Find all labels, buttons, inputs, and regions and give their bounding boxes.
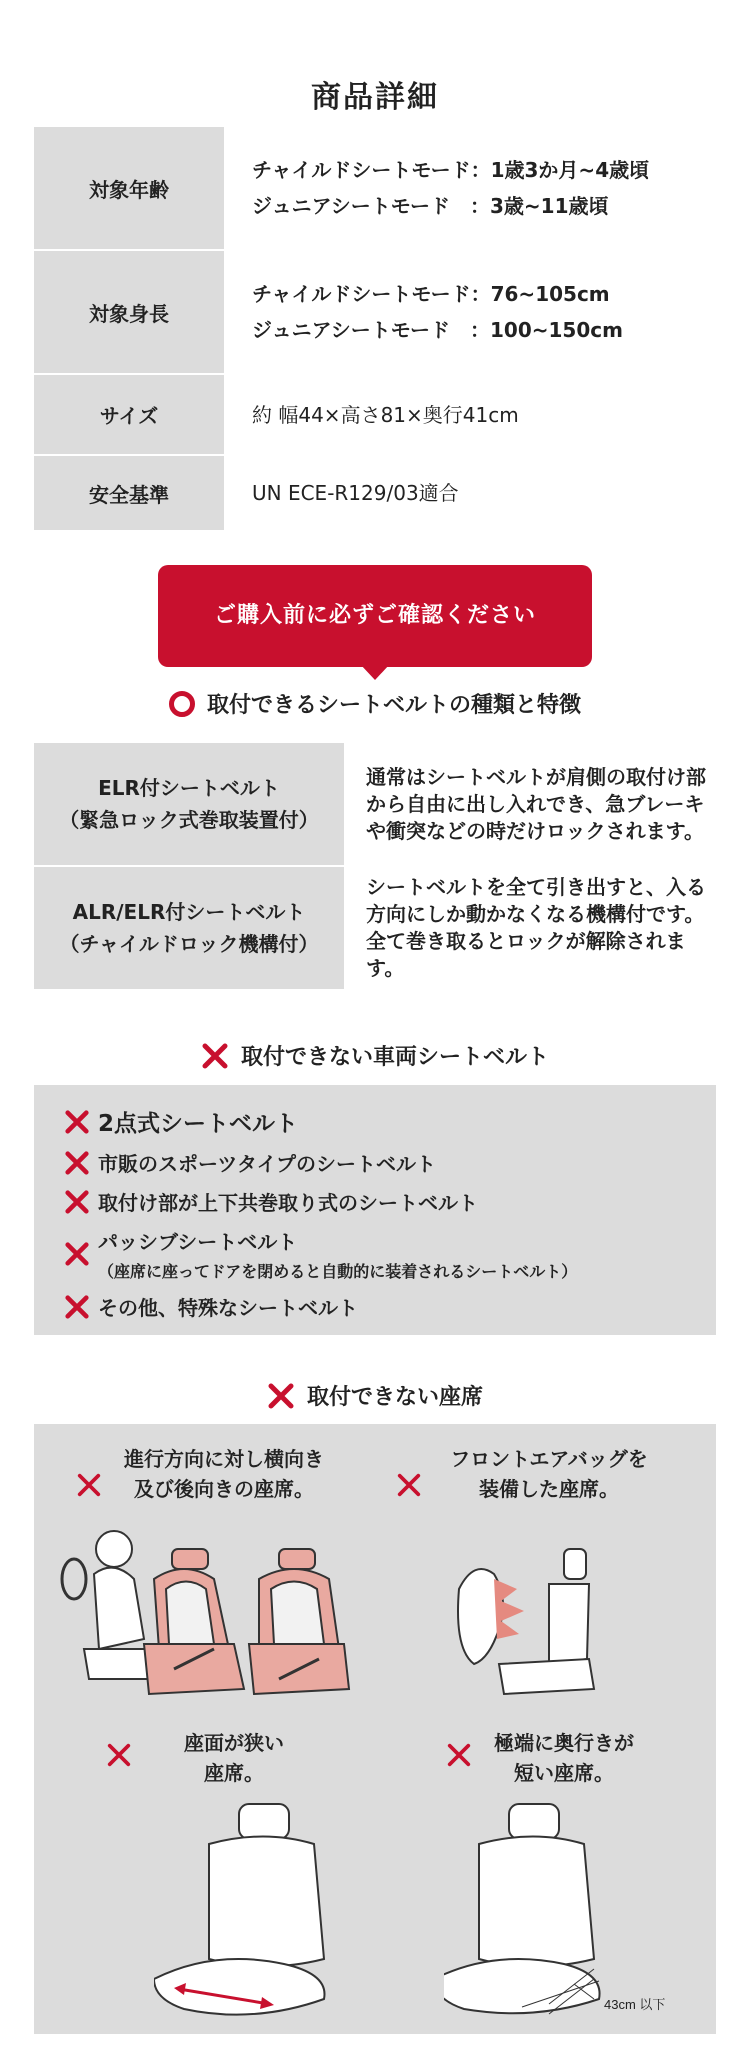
caption-line: 装備した座席。 xyxy=(479,1477,619,1501)
spec-value xyxy=(224,251,716,373)
belt-name: ALR/ELR付シートベルト xyxy=(72,900,306,924)
spec-value xyxy=(224,127,716,249)
short-depth-seat-illustration xyxy=(444,1799,714,2024)
nobelt-text: 2点式シートベルト xyxy=(98,1111,299,1137)
cross-icon xyxy=(64,1189,90,1215)
spec-row-size xyxy=(34,375,716,456)
cross-icon xyxy=(64,1109,90,1135)
spec-line: UN ECE-R129/03適合 xyxy=(252,481,459,505)
cross-icon xyxy=(267,1382,295,1410)
spec-row-age xyxy=(34,127,716,251)
spec-line: 約 幅44×高さ81×奥行41cm xyxy=(252,402,519,427)
nobelt-text-block xyxy=(98,1226,577,1282)
nobelt-item xyxy=(64,1226,716,1282)
spec-line: チャイルドシートモード：76~105cm xyxy=(252,282,610,306)
belt-sub: （チャイルドロック機構付） xyxy=(59,932,319,956)
belt-heading-text: 取付できるシートベルトの種類と特徴 xyxy=(206,693,581,718)
nobelt-item xyxy=(64,1292,716,1321)
seat-caption-short xyxy=(474,1728,654,1788)
spec-label: 安全基準 xyxy=(34,456,224,530)
spec-line: ジュニアシートモード ：3歳~11歳頃 xyxy=(252,194,609,218)
page-title: 商品詳細 xyxy=(311,80,439,115)
seat-caption-airbag xyxy=(429,1444,669,1504)
notice-banner: ご購入前に必ずご確認ください xyxy=(158,565,592,667)
nobelt-text: パッシブシートベルト xyxy=(98,1230,298,1254)
banner-pointer xyxy=(360,664,390,680)
caption-line: 座面が狭い xyxy=(184,1731,284,1755)
nobelt-sub: （座席に座ってドアを閉めると自動的に装着されるシートベルト） xyxy=(98,1262,578,1281)
belt-label xyxy=(34,867,344,991)
narrow-seat-illustration xyxy=(154,1799,354,2024)
cross-icon xyxy=(106,1742,132,1768)
seats-panel xyxy=(34,1424,716,2034)
airbag-seat-illustration xyxy=(439,1539,639,1704)
circle-ok-icon xyxy=(169,691,195,717)
spec-table xyxy=(34,127,716,532)
caption-line: 短い座席。 xyxy=(514,1761,614,1785)
belt-row xyxy=(34,743,716,867)
noseat-heading xyxy=(0,1380,750,1411)
belt-name: ELR付シートベルト xyxy=(98,776,280,800)
spec-line: ジュニアシートモード ：100~150cm xyxy=(252,318,623,342)
caption-line: 進行方向に対し横向き xyxy=(124,1447,324,1471)
spec-label: 対象年齢 xyxy=(34,127,224,249)
spec-value xyxy=(224,375,716,454)
cross-icon xyxy=(396,1472,422,1498)
nobelt-item xyxy=(64,1105,716,1138)
belt-label xyxy=(34,743,344,867)
seat-caption-narrow xyxy=(154,1728,314,1788)
nobelt-item xyxy=(64,1187,716,1216)
nobelt-panel xyxy=(34,1085,716,1335)
cross-icon xyxy=(201,1042,229,1070)
belt-sub: （緊急ロック式巻取装置付） xyxy=(59,808,319,832)
nobelt-item xyxy=(64,1148,716,1177)
spec-row-height xyxy=(34,251,716,375)
caption-line: 座席。 xyxy=(204,1761,264,1785)
nobelt-text: 市販のスポーツタイプのシートベルト xyxy=(98,1152,436,1176)
nobelt-text: その他、特殊なシートベルト xyxy=(98,1296,358,1320)
spec-label: 対象身長 xyxy=(34,251,224,373)
spec-row-standard xyxy=(34,456,716,532)
nobelt-text: 取付け部が上下共巻取り式のシートベルト xyxy=(98,1191,478,1215)
nobelt-heading-text: 取付できない車両シートベルト xyxy=(240,1045,549,1070)
noseat-heading-text: 取付できない座席 xyxy=(306,1385,483,1410)
sideways-seat-illustration xyxy=(54,1519,354,1704)
nobelt-heading xyxy=(0,1040,750,1071)
belt-row xyxy=(34,867,716,991)
caption-line: フロントエアバッグを xyxy=(450,1447,648,1471)
cross-icon xyxy=(64,1150,90,1176)
spec-label: サイズ xyxy=(34,375,224,454)
depth-note: 43cm 以下 xyxy=(604,1997,666,2012)
belt-table xyxy=(34,743,716,991)
belt-desc: シートベルトを全て引き出すと、入る方向にしか動かなくなる機構付です。全て巻き取るとロックが解除されます。 xyxy=(344,867,716,991)
seat-caption-sideways xyxy=(114,1444,334,1504)
spec-line: チャイルドシートモード：1歳3か月~4歳頃 xyxy=(252,158,650,182)
caption-line: 極端に奥行きが xyxy=(494,1731,634,1755)
caption-line: 及び後向きの座席。 xyxy=(134,1477,314,1501)
cross-icon xyxy=(76,1472,102,1498)
belt-desc: 通常はシートベルトが肩側の取付け部から自由に出し入れでき、急ブレーキや衝突などの時だけロックされます。 xyxy=(344,743,716,867)
spec-value xyxy=(224,456,716,530)
cross-icon xyxy=(64,1241,90,1267)
cross-icon xyxy=(446,1742,472,1768)
belt-heading xyxy=(0,688,750,719)
cross-icon xyxy=(64,1294,90,1320)
